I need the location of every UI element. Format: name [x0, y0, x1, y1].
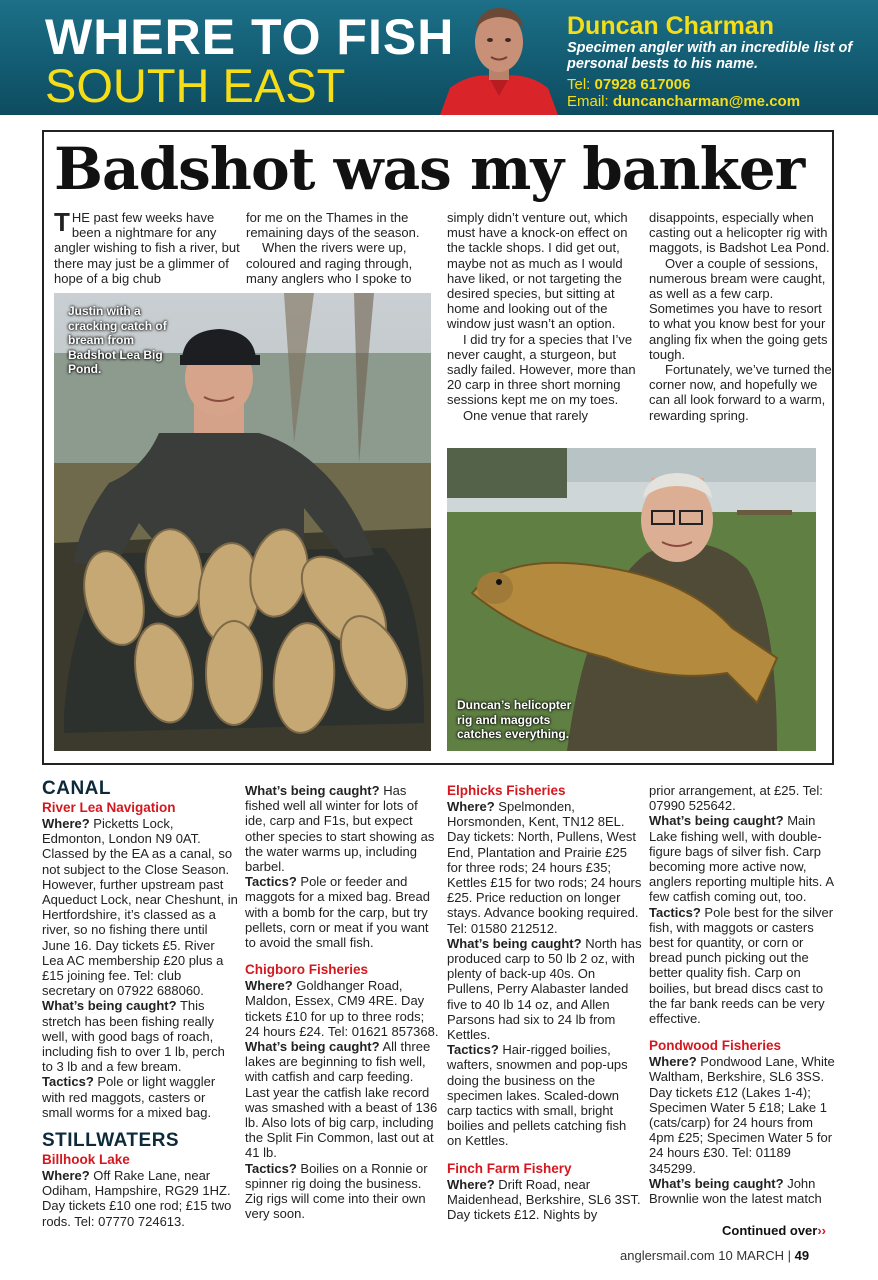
- venue-tactics: Tactics? Pole or light waggler with red maggots, casters or small worms for a mixed bag.: [42, 1074, 216, 1120]
- section-region: SOUTH EAST: [45, 59, 346, 112]
- section-heading-canal: CANAL: [42, 778, 111, 799]
- photo-caption-bream: Justin with a cracking catch of bream from Badshot Lea Big Pond.: [68, 304, 167, 376]
- author-phone: Tel: 07928 617006: [567, 76, 691, 93]
- venue-name: Finch Farm Fishery: [447, 1160, 572, 1176]
- author-name: Duncan Charman: [567, 12, 774, 40]
- continued-over-link[interactable]: Continued over››: [722, 1223, 827, 1238]
- venue-caught: What’s being caught? This stretch has been fishing really well, with good bags of roach, including fish to over 1 lb, perch to 3 lb and a few bream.: [42, 998, 225, 1075]
- listings-col-2: [245, 783, 441, 1221]
- article-col-2: for me on the Thames in the remaining days of the season. When the rivers were up, coloured and raging through, many anglers who I spoke to: [246, 210, 420, 286]
- venue-tactics: Tactics? Pole or feeder and maggots for a mixed bag. Bread with a bomb for the carp, but try pellets, corn or meat if you want to avoid the small fish.: [245, 874, 430, 951]
- venue-caught: What’s being caught? Has fished well all winter for lots of ide, carp and F1s, but expect other species to start showing as the water warms up, including barbel.: [245, 783, 435, 875]
- venue-where-cont: prior arrangement, at £25. Tel: 07990 525642.: [649, 783, 823, 814]
- footer-separator: |: [787, 1248, 792, 1263]
- drop-cap: T: [54, 207, 70, 237]
- venue-where: Where? Spelmonden, Horsmonden, Kent, TN12 8EL. Day tickets: North, Pullens, West End, Plantation and Prairie £25 for three rods; 24 hours £35; Kettles £15 for two rods; 24 hours £25. Price reduction on longer stays. Advance booking required. Tel: 01580 212512.: [447, 799, 642, 936]
- venue-name: Chigboro Fisheries: [245, 962, 369, 978]
- author-bio: Specimen angler with an incredible list of personal bests to his name.: [567, 40, 853, 72]
- section-title: WHERE TO FISH: [45, 9, 455, 65]
- page-footer: [620, 1248, 809, 1263]
- footer-site: anglersmail.com: [620, 1248, 715, 1263]
- author-email: Email: duncancharman@me.com: [567, 93, 801, 110]
- footer-date: 10 MARCH: [718, 1248, 785, 1263]
- page-number: 49: [794, 1248, 810, 1263]
- article-col-1: THE past few weeks have been a nightmare for any angler wishing to fish a river, but there may just be a glimmer of hope of a big chub: [54, 207, 240, 286]
- venue-where: Where? Off Rake Lane, near Odiham, Hampshire, RG29 1HZ. Day tickets £10 one rod; £15 two rods. Tel: 07770 724613.: [42, 1168, 232, 1229]
- photo-caption-carp: Duncan’s helicopter rig and maggots catches everything.: [457, 698, 572, 741]
- feature-article: [42, 130, 834, 765]
- venue-tactics: Tactics? Hair-rigged boilies, wafters, snowmen and pop-ups doing the business on the specimen lakes. Scaled-down carp tactics with small, bright boilies and pellets catching fish on Kettles.: [447, 1042, 628, 1149]
- article-col-3: simply didn’t venture out, which must have a knock-on effect on the tackle shops. I did get out, maybe not as much as I would have liked, or not targeting the desired species, but sitting at home and looking out of the window just wasn’t an option. I did try for a species that I’ve never caught, a sturgeon, but sadly failed. However, more than 20 carp in three short morning sessions kept me on my toes. One venue that rarely: [447, 210, 636, 423]
- chevron-right-icon: ››: [817, 1223, 827, 1238]
- venue-where: Where? Goldhanger Road, Maldon, Essex, CM9 4RE. Day tickets £10 for up to three rods; 24 hours £24. Tel: 01621 857368.: [245, 978, 439, 1039]
- venue-caught: What’s being caught? Main Lake fishing well, with double-figure bags of silver fish. Carp becoming more active now, anglers reporting multiple hits. A few catfish coming out, too.: [649, 813, 834, 905]
- article-col-4: disappoints, especially when casting out a helicopter rig with maggots, is Badshot Lea Pond. Over a couple of sessions, numerous bream were caught, as well as a few carp. Sometimes you have to resort to what you know best for your angling fix when the going gets tough. Fortunately, we’ve turned the corner now, and hopefully we can all look forward to a warm, rewarding spring.: [649, 210, 832, 423]
- article-headline: Badshot was my banker: [54, 135, 805, 203]
- venue-where: Where? Drift Road, near Maidenhead, Berkshire, SL6 3ST. Day tickets £12. Nights by: [447, 1176, 641, 1223]
- venue-caught: What’s being caught? North has produced carp to 50 lb 2 oz, with plenty of back-up 40s. On Pullens, Perry Alabaster landed five to 40 lb 14 oz, and Allen Parsons had six to 24 lb from Kettles.: [447, 935, 642, 1043]
- section-heading-stillwaters: STILLWATERS: [42, 1130, 180, 1152]
- venue-caught: What’s being caught? John Brownlie won the latest match: [649, 1175, 822, 1207]
- author-photo: [440, 0, 558, 115]
- venue-caught: What’s being caught? All three lakes are beginning to fish well, with catfish and carp feeding. Last year the catfish lake record was smashed with a beast of 136 lb. Also lots of big carp, including the Split Fin Common, last out at 41 lb.: [245, 1039, 438, 1161]
- listings-col-4: [649, 783, 839, 1206]
- venue-name: Pondwood Fisheries: [649, 1038, 782, 1054]
- listings-col-3: [447, 783, 643, 1222]
- venue-name: Elphicks Fisheries: [447, 783, 566, 798]
- venue-name: Billhook Lake: [42, 1152, 130, 1168]
- page-header: [0, 0, 878, 115]
- venue-tactics: Tactics? Pole best for the silver fish, with maggots or casters best for quantity, or corn or bread punch picking out the better quality fish. Carp on boilies, but bread discs cast to the far bank reeds can be very effective.: [649, 904, 834, 1027]
- venue-where: Where? Pondwood Lane, White Waltham, Berkshire, SL6 3SS. Day tickets £12 (Lakes 1-4); Specimen Water 5 £18; Lake 1 (cats/carp) for 24 hours from 4pm £25; Specimen Water 5 for 24 hours £30. Tel: 01189 345299.: [649, 1054, 835, 1176]
- venue-name: River Lea Navigation: [42, 800, 176, 815]
- venue-where: Where? Picketts Lock, Edmonton, London N9 0AT. Classed by the EA as a canal, so not subject to the Close Season. However, further upstream past Aqueduct Lock, near Cheshunt, in Hertfordshire, it’s classed as a river, so no fishing there until June 16. Day tickets £5. River Lea AC membership £20 plus a £15 joining fee. Tel: club secretary on 07922 688060.: [42, 816, 238, 999]
- listings-col-1: [42, 778, 238, 1229]
- venue-tactics: Tactics? Boilies on a Ronnie or spinner rig doing the business. Zig rigs will come into their own very soon.: [245, 1160, 428, 1222]
